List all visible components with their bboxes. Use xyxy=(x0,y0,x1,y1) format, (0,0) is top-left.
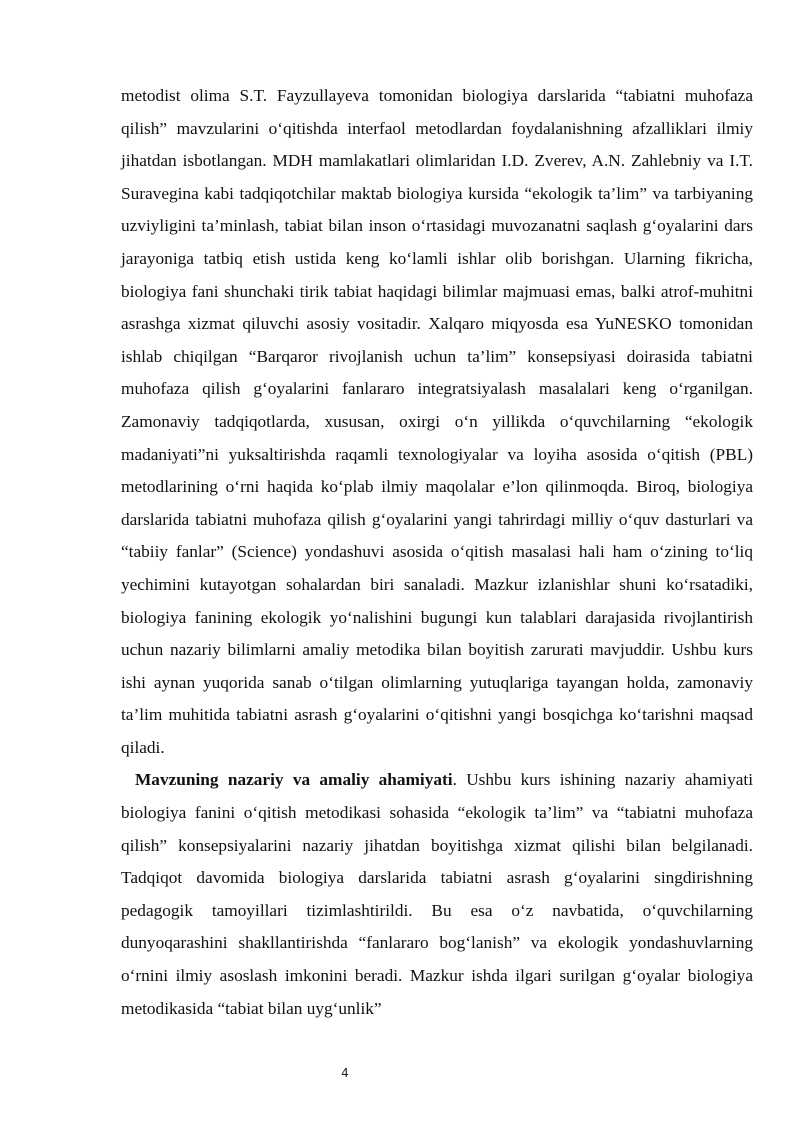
page-number: 4 xyxy=(341,1066,349,1080)
paragraph-significance-text: . Ushbu kurs ishining nazariy ahamiyati biologiya fanini oʻqitish metodikasi sohasida “ekologik ta’lim” va “tabiatni muhofaza qilish” konsepsiyalarini nazariy jihatdan boyitishga xizmat qilishi bilan belgilanadi. Tadqiqot davomida biologiya darslarida tabiatni asrash gʻoyalarini singdirishning pedagogik tamoyillari tizimlashtirildi. Bu esa oʻz navbatida, oʻquvchilarning dunyoqarashini shakllantirishda “fanlararo bogʻlanish” va ekologik yondashuvlarning oʻrnini ilmiy asoslash imkonini beradi. Mazkur ishda ilgari surilgan gʻoyalar biologiya metodikasida “tabiat bilan uygʻunlik” xyxy=(121,770,753,1018)
paragraph-significance xyxy=(121,764,753,1025)
paragraph-literature-review: metodist olima S.T. Fayzullayeva tomonidan biologiya darslarida “tabiatni muhofaza qilish” mavzularini oʻqitishda interfaol metodlardan foydalanishning afzalliklari ilmiy jihatdan isbotlangan. MDH mamlakatlari olimlaridan I.D. Zverev, A.N. Zahlebniy va I.T. Suravegina kabi tadqiqotchilar maktab biologiya kursida “ekologik ta’lim” va tarbiyaning uzviyligini ta’minlash, tabiat bilan inson oʻrtasidagi muvozanatni saqlash gʻoyalarini dars jarayoniga tatbiq etish ustida keng koʻlamli ishlar olib borishgan. Ularning fikricha, biologiya fani shunchaki tirik tabiat haqidagi bilimlar majmuasi emas, balki atrof-muhitni asrashga xizmat qiluvchi asosiy vositadir. Xalqaro miqyosda esa YuNESKO tomonidan ishlab chiqilgan “Barqaror rivojlanish uchun ta’lim” konsepsiyasi doirasida tabiatni muhofaza qilish gʻoyalarini fanlararo integratsiyalash masalalari keng oʻrganilgan. Zamonaviy tadqiqotlarda, xususan, oxirgi oʻn yillikda oʻquvchilarning “ekologik madaniyati”ni yuksaltirishda raqamli texnologiyalar va loyiha asosida oʻqitish (PBL) metodlarining oʻrni haqida koʻplab ilmiy maqolalar e’lon qilinmoqda. Biroq, biologiya darslarida tabiatni muhofaza qilish gʻoyalarini yangi tahrirdagi milliy oʻquv dasturlari va “tabiiy fanlar” (Science) yondashuvi asosida oʻqitish masalasi hali ham oʻzining toʻliq yechimini kutayotgan sohalardan biri sanaladi. Mazkur izlanishlar shuni koʻrsatadiki, biologiya fanining ekologik yoʻnalishini bugungi kun talablari darajasida rivojlantirish uchun nazariy bilimlarni amaliy metodika bilan boyitish zarurati mavjuddir. Ushbu kurs ishi aynan yuqorida sanab oʻtilgan olimlarning yutuqlariga tayangan holda, zamonaviy ta’lim muhitida tabiatni asrash gʻoyalarini oʻqitishni yangi bosqichga koʻtarishni maqsad qiladi. xyxy=(121,86,753,757)
page-body xyxy=(121,80,753,1025)
inline-heading-significance: Mavzuning nazariy va amaliy ahamiyati xyxy=(135,770,453,790)
